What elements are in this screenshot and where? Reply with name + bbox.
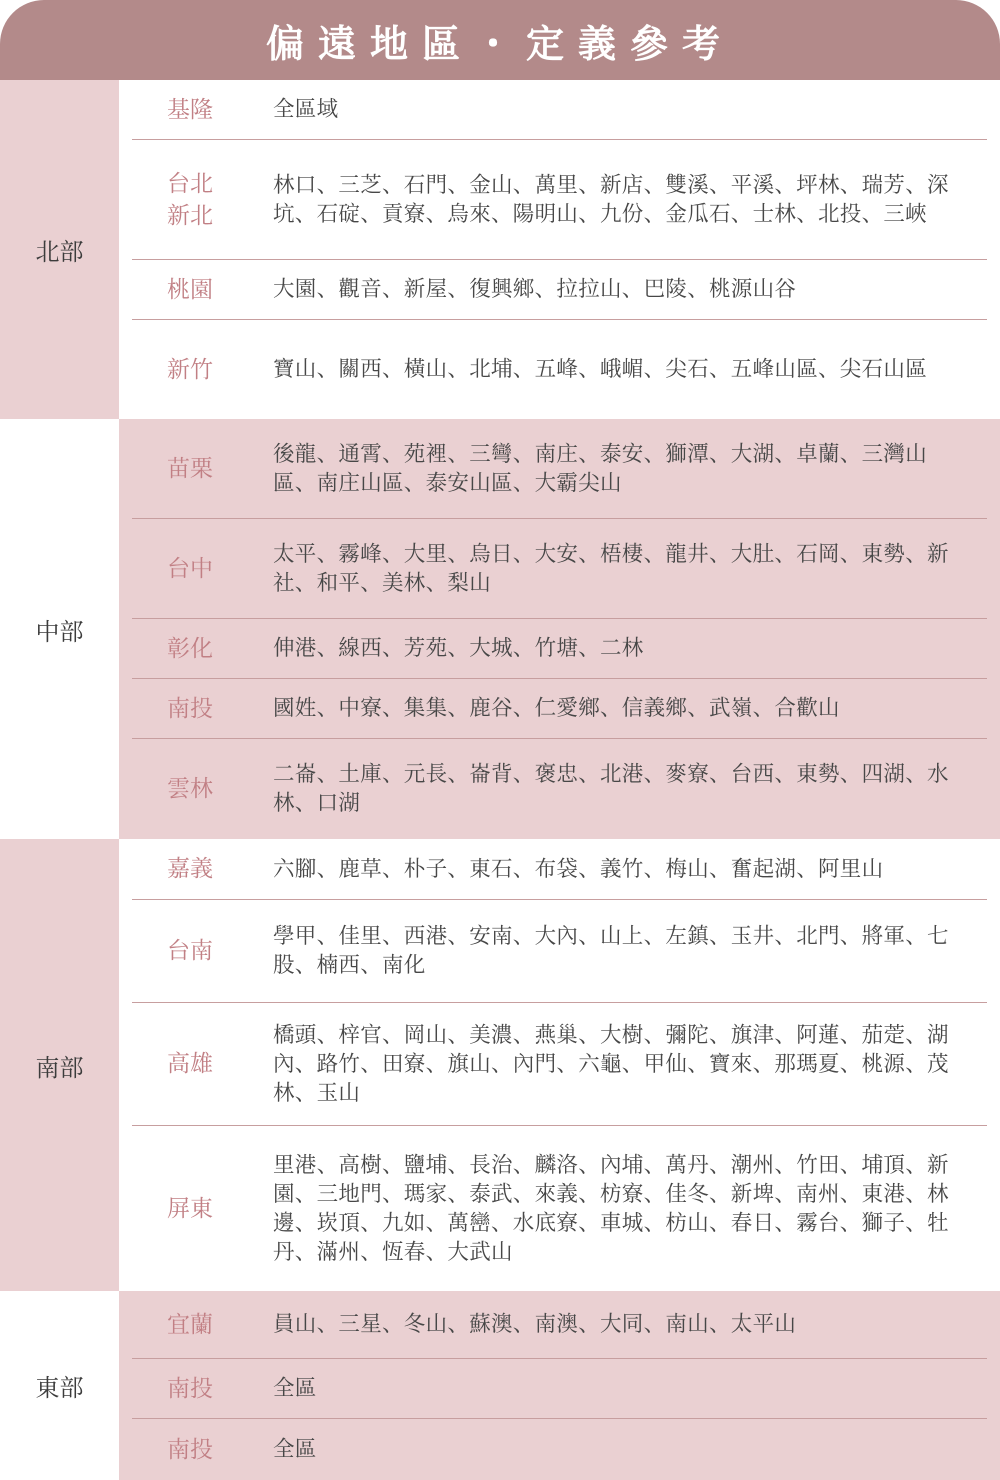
town-list: 全區	[273, 1376, 317, 1401]
city-name: 台中	[167, 555, 213, 582]
region-label: 東部	[0, 1291, 119, 1480]
table-row	[132, 320, 987, 419]
town-list: 伸港、線西、芳苑、大城、竹塘、二林	[273, 636, 644, 661]
table-row	[132, 1291, 987, 1359]
city-name: 宜蘭	[167, 1311, 213, 1338]
city-list	[119, 80, 1000, 419]
town-list: 大園、觀音、新屋、復興鄉、拉拉山、巴陵、桃源山谷	[273, 277, 797, 302]
town-list: 里港、高樹、鹽埔、長治、麟洛、內埔、萬丹、潮州、竹田、埔頂、新園、三地門、瑪家、泰武、來義、枋寮、佳冬、新埤、南州、東港、林邊、崁頂、九如、萬巒、水底寮、車城、枋山、春日、霧台、獅子、牡丹、滿州、恆春、大武山	[273, 1152, 949, 1265]
region-label: 南部	[0, 839, 119, 1291]
city-name-line: 台北	[167, 170, 213, 197]
town-list: 員山、三星、冬山、蘇澳、南澳、大同、南山、太平山	[273, 1312, 797, 1337]
section-south	[0, 839, 1000, 1291]
city-name-line: 新北	[167, 202, 213, 229]
city-name: 屏東	[167, 1195, 213, 1222]
table-row	[132, 1419, 987, 1480]
city-name: 高雄	[167, 1051, 213, 1077]
table-row	[132, 1126, 987, 1291]
table-row	[132, 839, 987, 900]
region-label: 北部	[0, 80, 119, 419]
table-row	[132, 619, 987, 679]
table-row	[132, 900, 987, 1003]
region-label: 中部	[0, 419, 119, 839]
table-row	[132, 80, 987, 140]
section-east	[0, 1291, 1000, 1480]
table-row	[132, 140, 987, 260]
city-name: 彰化	[167, 635, 213, 662]
city-name: 嘉義	[167, 856, 213, 882]
page-title: 偏遠地區・定義參考	[0, 0, 1000, 80]
city-name: 南投	[167, 1436, 213, 1463]
city-name: 苗栗	[167, 455, 213, 482]
town-list: 橋頭、梓官、岡山、美濃、燕巢、大樹、彌陀、旗津、阿蓮、茄萣、湖內、路竹、田寮、旗山、內門、六龜、甲仙、寶來、那瑪夏、桃源、茂林、玉山	[273, 1022, 949, 1106]
city-name: 基隆	[167, 96, 213, 123]
table-row	[132, 1359, 987, 1419]
table-row	[132, 1003, 987, 1126]
city-name	[132, 168, 273, 232]
town-list: 國姓、中寮、集集、鹿谷、仁愛鄉、信義鄉、武嶺、合歡山	[273, 696, 840, 721]
town-list: 全區	[273, 1437, 317, 1462]
city-name: 新竹	[167, 356, 213, 383]
city-list	[119, 419, 1000, 839]
table-row	[132, 739, 987, 839]
town-list: 六腳、鹿草、朴子、東石、布袋、義竹、梅山、奮起湖、阿里山	[273, 856, 884, 882]
city-name: 雲林	[167, 776, 213, 802]
town-list: 太平、霧峰、大里、烏日、大安、梧棲、龍井、大肚、石岡、東勢、新社、和平、美林、梨山	[273, 541, 949, 596]
town-list: 全區域	[273, 97, 339, 122]
town-list: 學甲、佳里、西港、安南、大內、山上、左鎮、玉井、北門、將軍、七股、楠西、南化	[273, 924, 949, 978]
table-row	[132, 419, 987, 519]
city-name: 南投	[167, 1375, 213, 1402]
town-list: 林口、三芝、石門、金山、萬里、新店、雙溪、平溪、坪林、瑞芳、深坑、石碇、貢寮、烏來、陽明山、九份、金瓜石、士林、北投、三峽	[273, 172, 949, 227]
table-row	[132, 519, 987, 619]
table-row	[132, 679, 987, 739]
city-name: 台南	[167, 938, 213, 964]
city-list	[119, 839, 1000, 1291]
section-central	[0, 419, 1000, 839]
town-list: 後龍、通霄、苑裡、三彎、南庄、泰安、獅潭、大湖、卓蘭、三灣山區、南庄山區、泰安山區、大霸尖山	[273, 441, 928, 496]
section-north	[0, 80, 1000, 419]
town-list: 二崙、土庫、元長、崙背、褒忠、北港、麥寮、台西、東勢、四湖、水林、口湖	[273, 762, 949, 816]
table-row	[132, 260, 987, 320]
city-name: 桃園	[167, 276, 213, 303]
city-name: 南投	[167, 695, 213, 722]
town-list: 寶山、關西、橫山、北埔、五峰、峨嵋、尖石、五峰山區、尖石山區	[273, 357, 928, 382]
city-list	[119, 1291, 1000, 1480]
